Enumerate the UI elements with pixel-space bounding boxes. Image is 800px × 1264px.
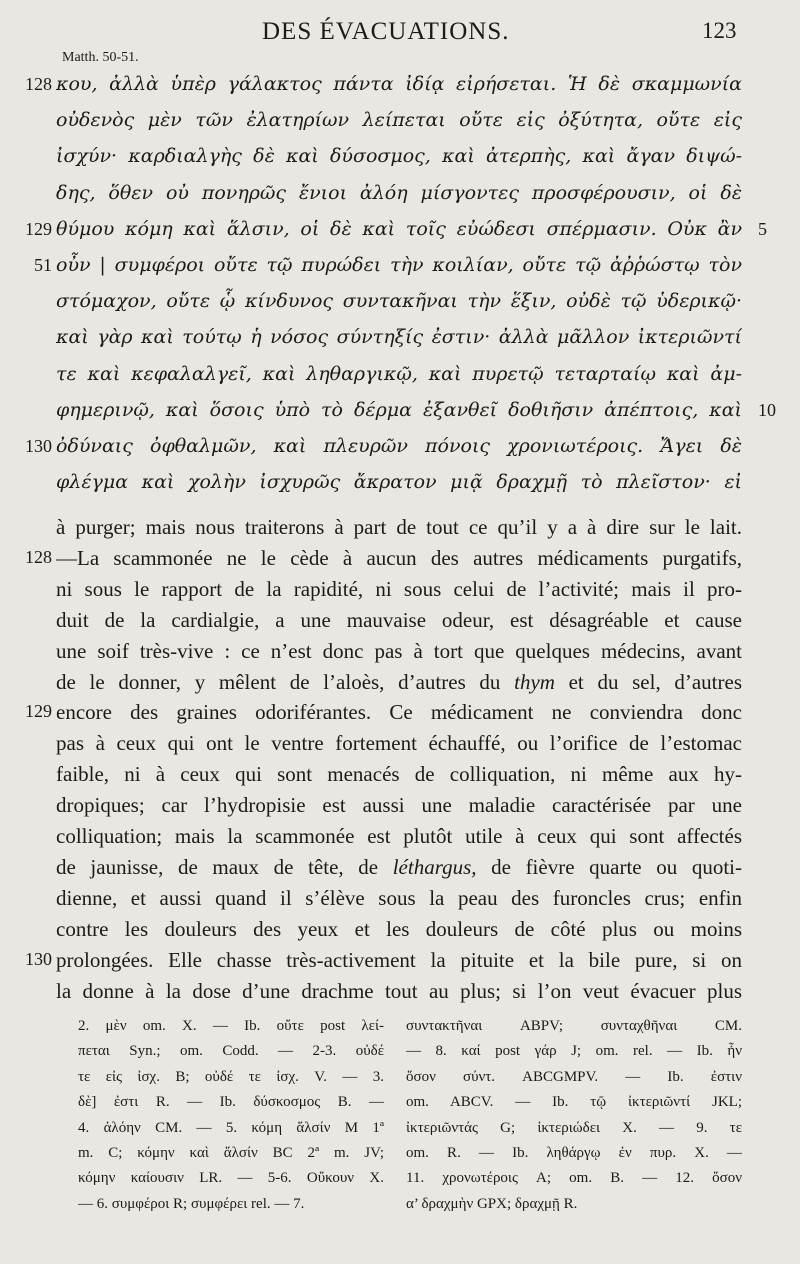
apparatus-line: ἰκτεριῶντάς G; ἰκτεριώδει X. — 9. τε [406,1119,742,1136]
greek-line: θύμου κόμη καὶ ἅλσιν, οἱ δὲ καὶ τοῖς εὐώδεσι σπέρμασιν. Οὐκ ἂν [56,217,742,240]
french-line [56,512,742,542]
running-title: DES ÉVACUATIONS. [262,18,510,45]
apparatus-line: — 8. καί post γάρ J; om. rel. — Ib. ἦν [406,1043,742,1060]
text-segment: dropiques; car l’hydropisie est aussi une maladie caractérisée par une [56,793,742,818]
text-segment: prolongées. Elle chasse très-activement la pituite et la bile pure, si on [56,947,742,972]
margin-line-number: 128 [25,546,52,567]
apparatus-line: — 6. συμφέροι R; συμφέρει rel. — 7. [78,1195,305,1212]
text-segment: —La scammonée ne le cède à aucun des autres médicaments purgatifs, [56,545,742,570]
text-segment: dienne, et aussi quand il s’élève sous la peau des furoncles crus; enfin [56,885,742,910]
french-line [56,728,742,758]
margin-line-number: 129 [25,701,52,722]
apparatus-line: om. R. — Ib. ληθάργῳ ἐν πυρ. X. — [406,1145,742,1161]
french-line [56,574,742,604]
apparatus-line: α’ δραχμὴν GPX; δραχμῇ R. [406,1195,578,1212]
apparatus-line: τε εἰς ἰσχ. B; οὐδέ τε ἰσχ. V. — 3. [78,1068,384,1085]
running-head [0,16,800,50]
greek-line: κου, ἀλλὰ ὑπὲρ γάλακτος πάντα ἰδίᾳ εἰρήσεται. Ἡ δὲ σκαμμωνία [56,73,742,95]
text-segment: encore des graines odoriférantes. Ce médicament ne conviendra donc [56,700,742,725]
french-line [56,790,742,820]
apparatus-line: 11. χρονωτέροις A; om. B. — 12. ὅσον [406,1170,742,1187]
apparatus-line: m. C; κόμην καὶ ἅλσίν BC 2ª m. JV; [78,1145,384,1161]
italic-term: léthargus, [392,854,477,879]
margin-line-number: 130 [25,436,52,456]
apparatus-line: 4. ἀλόην CM. — 5. κόμη ἅλσίν M 1ª [78,1119,384,1136]
page-number: 123 [702,18,737,43]
text-segment: et du sel, d’autres [554,669,742,694]
greek-line: φλέγμα καὶ χολὴν ἰσχυρῶς ἄκρατον μιᾷ δραχμῇ τὸ πλεῖστον· εἰ [56,471,742,494]
french-line [56,976,742,1006]
text-segment: la donne à la dose d’une drachme tout au plus; si l’on veut évacuer plus [56,978,742,1003]
greek-line: οὖν | συμφέροι οὔτε τῷ πυρώδει τὴν κοιλίαν, οὔτε τῷ ἀῤῥώστῳ τὸν [56,254,742,276]
french-line [56,852,742,882]
margin-line-number: 129 [25,218,52,239]
french-line [56,821,742,851]
french-line [56,914,742,944]
greek-line: καὶ γὰρ καὶ τούτῳ ἡ νόσος σύντηξίς ἐστιν· ἀλλὰ μᾶλλον ἰκτεριῶντί [56,326,742,349]
greek-line: δης, ὅθεν οὐ πονηρῶς ἔνιοι ἀλόη μίσγοντες προσφέρουσιν, οἱ δὲ [56,181,742,204]
apparatus-line: δὲ] ἐστι R. — Ib. δύσκοσμος B. — [78,1094,384,1111]
text-segment: pas à ceux qui ont le ventre fortement échauffé, ou l’orifice de l’estomac [56,731,742,756]
text-segment: colliquation; mais la scammonée est plutôt utile à ceux qui sont affectés [56,824,742,848]
text-segment: contre les douleurs des yeux et les douleurs de côté plus ou moins [56,916,742,941]
margin-line-number: 51 [34,255,52,275]
margin-line-count: 5 [758,218,767,239]
text-segment: de jaunisse, de maux de tête, de [56,854,393,879]
greek-line: στόμαχον, οὔτε ᾧ κίνδυνος συντακῆναι τὴν ἕξιν, οὐδὲ τῷ ὑδερικῷ· [56,290,742,313]
french-line [56,636,742,666]
french-line [56,605,742,635]
greek-line: ἰσχύν· καρδιαλγὴς δὲ καὶ δύσοσμος, καὶ ἀτερπὴς, καὶ ἄγαν διψώ- [56,145,742,168]
margin-line-number: 128 [25,74,52,94]
apparatus-line: κόμην καίουσιν LR. — 5-6. Οὔκουν X. [78,1170,384,1187]
french-line [56,945,742,975]
text-segment: de le donner, y mêlent de l’aloès, d’autres du [56,669,515,694]
apparatus-line: 2. μὲν om. X. — Ib. οὔτε post λεί- [78,1018,384,1034]
apparatus-line: om. ABCV. — Ib. τῷ ἰκτεριῶντί JKL; [406,1094,742,1111]
margin-line-number: 130 [25,948,52,969]
italic-term: thym [514,669,555,694]
apparatus-line: ὅσον σύντ. ABCGMPV. — Ib. ἐστιν [406,1068,742,1085]
french-line [56,759,742,789]
text-segment: de fièvre quarte ou quoti- [476,854,742,879]
french-line [56,667,742,697]
margin-line-count: 10 [758,399,776,420]
greek-line: ὀδύναις ὀφθαλμῶν, καὶ πλευρῶν πόνοις χρονιωτέροις. Ἄγει δὲ [56,435,742,457]
apparatus-line: συντακτῆναι ABPV; συνταχθῆναι CM. [406,1018,742,1034]
french-line [56,543,742,573]
greek-line: τε καὶ κεφαλαλγεῖ, καὶ ληθαργικῷ, καὶ πυρετῷ τεταρταίῳ καὶ ἀμ- [56,362,742,385]
greek-line: οὐδενὸς μὲν τῶν ἐλατηρίων λείπεται οὔτε εἰς ὀξύτητα, οὔτε εἰς [56,109,742,132]
text-segment: une soif très-vive : ce n’est donc pas à tort que quelques médecins, avant [56,638,742,663]
apparatus-line: πεται Syn.; om. Codd. — 2-3. οὐδέ [78,1043,384,1060]
french-line [56,883,742,913]
greek-line: φημερινῷ, καὶ ὅσοις ὑπὸ τὸ δέρμα ἐξανθεῖ δοθιῆσιν ἀπέπτοις, καὶ [56,398,742,421]
text-segment: ni sous le rapport de la rapidité, ni sous celui de l’activité; mais il pro- [56,576,742,601]
text-segment: duit de la cardialgie, a une mauvaise odeur, est désagréable et cause [56,607,742,632]
french-line [56,697,742,727]
text-segment: à purger; mais nous traiterons à part de tout ce qu’il y a à dire sur le lait. [56,515,742,539]
text-segment: faible, ni à ceux qui sont menacés de colliquation, ni même aux hy- [56,762,742,787]
manuscript-reference: Matth. 50-51. [62,50,139,65]
